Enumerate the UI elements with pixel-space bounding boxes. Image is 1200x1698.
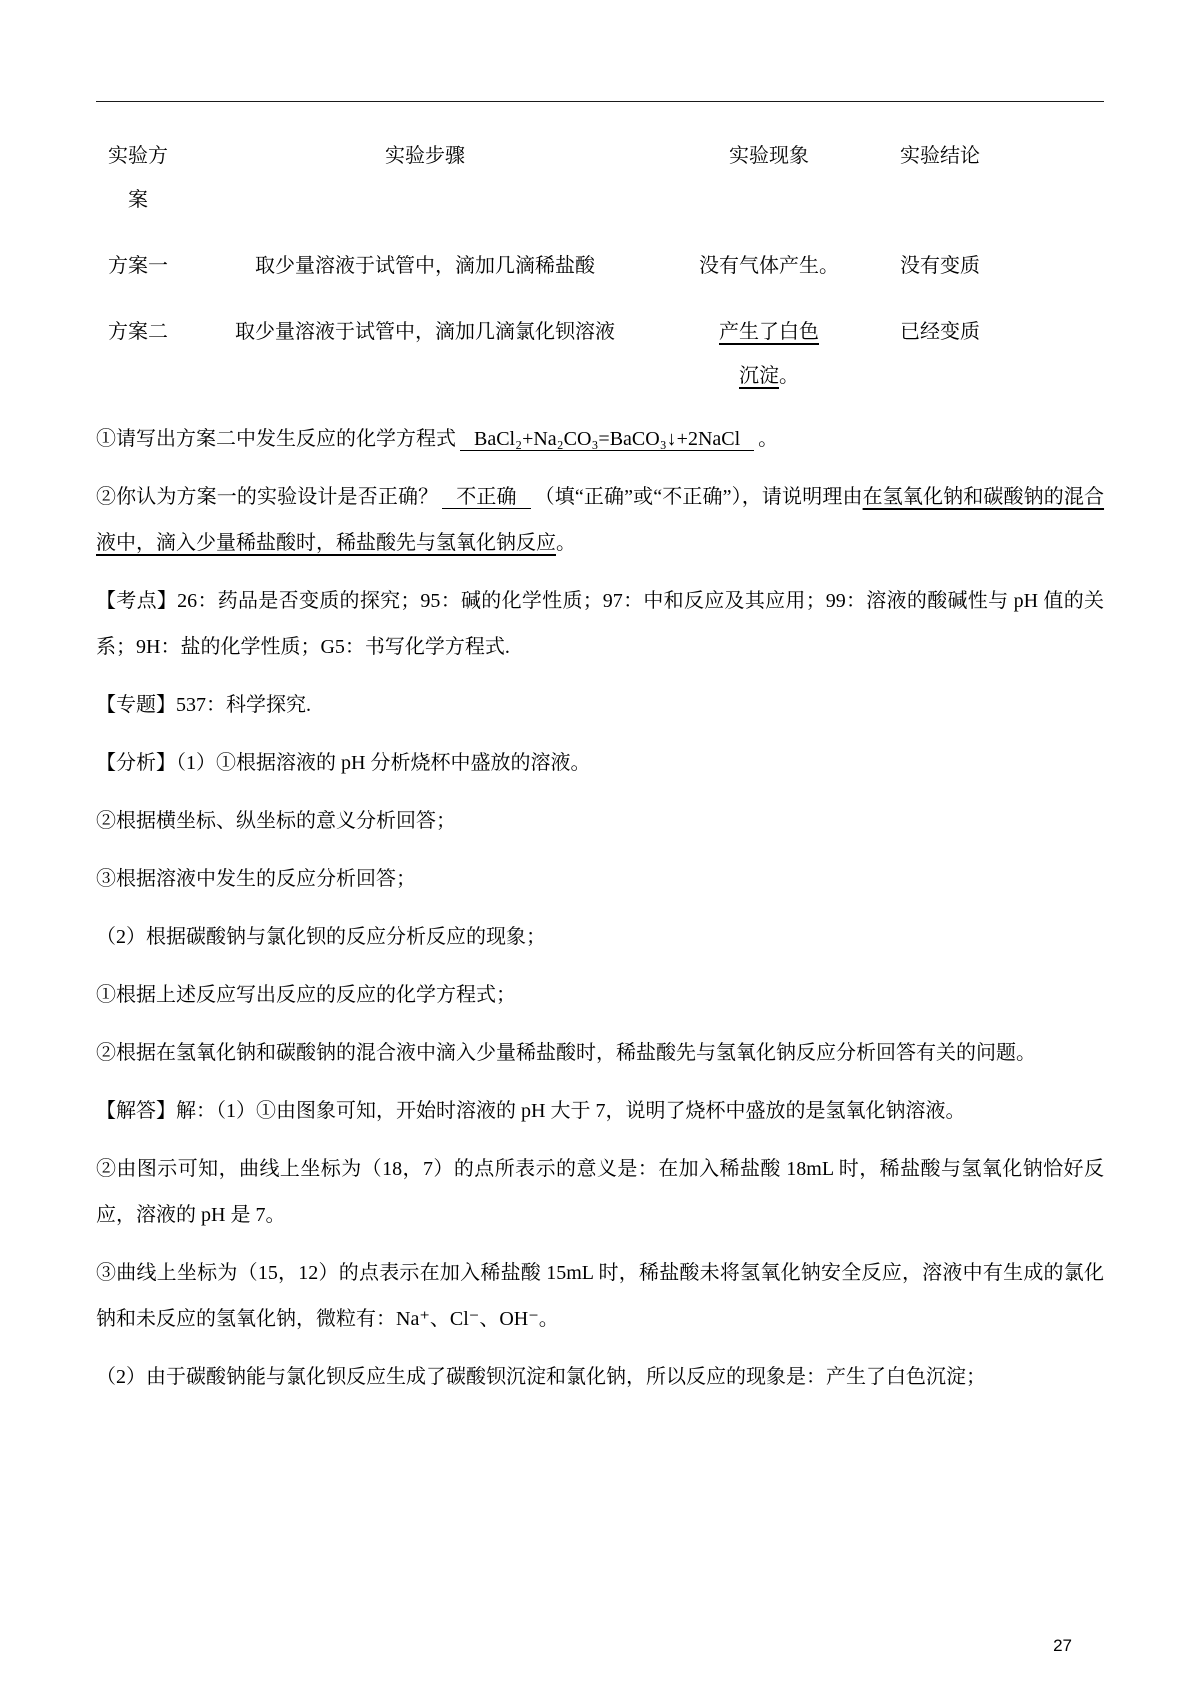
topic-paragraph: 【专题】537：科学探究. bbox=[96, 694, 311, 716]
row1-conclusion: 没有变质 bbox=[900, 255, 980, 277]
q2-middle: （填“正确”或“不正确”），请说明理由 bbox=[534, 486, 863, 508]
row2-phenomenon bbox=[674, 310, 864, 398]
q2-suffix: 。 bbox=[556, 532, 576, 554]
table-header-plan: 实验方案 bbox=[108, 145, 168, 211]
row2-phenomenon-period: 。 bbox=[779, 365, 799, 387]
row1-plan: 方案一 bbox=[108, 255, 168, 277]
row2-plan: 方案二 bbox=[108, 321, 168, 343]
row2-phenomenon-line1: 产生了白色 bbox=[719, 321, 819, 343]
row2-phenomenon-line2: 沉淀 bbox=[739, 365, 779, 387]
solution-paragraph-2: ②由图示可知，曲线上坐标为（18，7）的点所表示的意义是：在加入稀盐酸 18mL 时，稀盐酸与氢氧化钠恰好反应，溶液的 pH 是 7。 bbox=[96, 1158, 1104, 1226]
q1-answer-blank: BaCl₂+Na₂CO₃=BaCO₃↓+2NaCl bbox=[460, 428, 754, 451]
table-header-phenomenon: 实验现象 bbox=[729, 145, 809, 167]
q2-answer-blank-1: 不正确 bbox=[442, 486, 530, 509]
q2-answer-blank-2: 在氢氧化钠和碳酸钠的混合液中，滴入少量稀盐酸时，稀盐酸先与氢氧化钠反应 bbox=[96, 486, 1105, 554]
analysis-paragraph-4: （2）根据碳酸钠与氯化钡的反应分析反应的现象； bbox=[96, 926, 546, 948]
row2-conclusion: 已经变质 bbox=[900, 321, 980, 343]
row1-phenomenon: 没有气体产生。 bbox=[699, 255, 839, 277]
analysis-paragraph-5: ①根据上述反应写出反应的反应的化学方程式； bbox=[96, 984, 516, 1006]
table-header-conclusion: 实验结论 bbox=[900, 145, 980, 167]
page-number: 27 bbox=[1053, 1636, 1072, 1655]
experiment-table bbox=[100, 134, 1104, 398]
solution-paragraph-4: （2）由于碳酸钠能与氯化钡反应生成了碳酸钡沉淀和氯化钠，所以反应的现象是：产生了白色沉淀； bbox=[96, 1366, 986, 1388]
q1-suffix: 。 bbox=[758, 428, 779, 450]
exam-points-paragraph: 【考点】26：药品是否变质的探究；95：碱的化学性质；97：中和反应及其应用；99：溶液的酸碱性与 pH 值的关系；9H：盐的化学性质；G5：书写化学方程式. bbox=[96, 590, 1104, 658]
analysis-paragraph-3: ③根据溶液中发生的反应分析回答； bbox=[96, 868, 416, 890]
question-2 bbox=[96, 474, 1104, 566]
table-header-steps: 实验步骤 bbox=[385, 145, 465, 167]
q1-prefix: ①请写出方案二中发生反应的化学方程式 bbox=[96, 428, 456, 450]
question-1 bbox=[96, 416, 1104, 462]
analysis-paragraph-2: ②根据横坐标、纵坐标的意义分析回答； bbox=[96, 810, 456, 832]
solution-paragraph-3: ③曲线上坐标为（15，12）的点表示在加入稀盐酸 15mL 时，稀盐酸未将氢氧化钠安全反应，溶液中有生成的氯化钠和未反应的氢氧化钠，微粒有：Na⁺、Cl⁻、OH⁻。 bbox=[96, 1262, 1104, 1330]
row2-steps: 取少量溶液于试管中，滴加几滴氯化钡溶液 bbox=[235, 321, 615, 343]
header-rule bbox=[96, 101, 1104, 102]
q2-prefix: ②你认为方案一的实验设计是否正确？ bbox=[96, 486, 439, 508]
analysis-paragraph-1: 【分析】（1）①根据溶液的 pH 分析烧杯中盛放的溶液。 bbox=[96, 752, 591, 774]
analysis-paragraph-6: ②根据在氢氧化钠和碳酸钠的混合液中滴入少量稀盐酸时，稀盐酸先与氢氧化钠反应分析回答有关的问题。 bbox=[96, 1042, 1036, 1064]
solution-paragraph-1: 【解答】解：（1）①由图象可知，开始时溶液的 pH 大于 7，说明了烧杯中盛放的是氢氧化钠溶液。 bbox=[96, 1100, 966, 1122]
row1-steps: 取少量溶液于试管中，滴加几滴稀盐酸 bbox=[255, 255, 595, 277]
